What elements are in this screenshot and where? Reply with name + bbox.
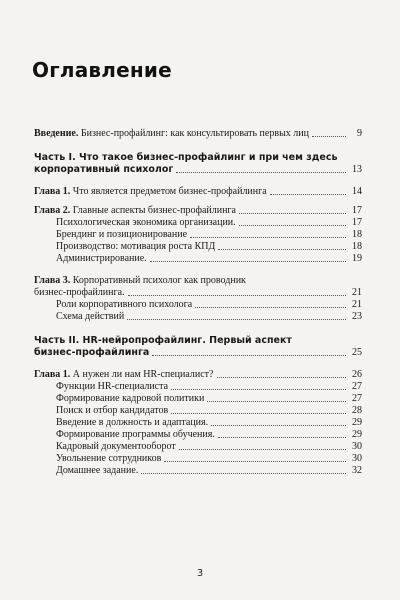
entry-text: Домашнее задание. <box>56 465 139 476</box>
dot-leader <box>217 377 347 378</box>
toc-entry-chapter-2 <box>34 205 362 217</box>
dot-leader <box>211 425 346 426</box>
toc-entry-part2-chapter-1 <box>34 369 362 381</box>
entry-page: 27 <box>352 381 362 392</box>
entry-text: Главные аспекты бизнес-профайлинга <box>72 205 236 216</box>
entry-page: 23 <box>352 311 362 322</box>
toc-subentry <box>34 465 362 477</box>
entry-text: Увольнение сотрудников <box>56 453 162 464</box>
part-title-line-2: корпоративный психолог <box>34 164 174 175</box>
entry-lead: Глава 1. <box>34 186 71 197</box>
entry-page: 18 <box>352 229 362 240</box>
dot-leader <box>207 401 346 402</box>
entry-lead: Введение. <box>34 128 79 139</box>
toc-subentry <box>34 429 362 441</box>
entry-text: Формирование программы обучения. <box>56 429 215 440</box>
dot-leader <box>176 172 346 173</box>
entry-text: Схема действий <box>56 311 125 322</box>
toc-subentry <box>34 405 362 417</box>
entry-page: 32 <box>352 465 362 476</box>
entry-lead: Глава 2. <box>34 205 71 216</box>
entry-text: Администрирование. <box>56 253 147 264</box>
entry-text: Психологическая экономика организации. <box>56 217 236 228</box>
toc-subentry <box>34 229 362 241</box>
entry-page: 18 <box>352 241 362 252</box>
dot-leader <box>190 237 346 238</box>
dot-leader <box>239 225 346 226</box>
entry-page: 30 <box>352 441 362 452</box>
entry-text: Роли корпоративного психолога <box>56 299 193 310</box>
dot-leader <box>150 261 346 262</box>
entry-lead: Глава 1. <box>34 369 71 380</box>
entry-page: 25 <box>352 347 362 358</box>
toc-subentry <box>34 217 362 229</box>
entry-text: Производство: мотивация роста КПД <box>56 241 216 252</box>
table-of-contents <box>34 128 362 477</box>
entry-page: 19 <box>352 253 362 264</box>
entry-page: 27 <box>352 393 362 404</box>
dot-leader <box>171 389 346 390</box>
entry-lead: Глава 3. <box>34 275 71 286</box>
dot-leader <box>127 319 346 320</box>
entry-text: Формирование кадровой политики <box>56 393 205 404</box>
toc-subentry <box>34 241 362 253</box>
dot-leader <box>164 461 346 462</box>
entry-text: Функции HR-специалиста <box>56 381 169 392</box>
toc-part-1 <box>34 152 362 176</box>
toc-subentry <box>34 311 362 323</box>
toc-subentry <box>34 253 362 265</box>
dot-leader <box>239 213 346 214</box>
toc-subentry <box>34 299 362 311</box>
entry-text-continued: бизнес-профайлинга. <box>34 287 125 298</box>
dot-leader <box>171 413 346 414</box>
page-number: 3 <box>196 568 204 579</box>
entry-text: А нужен ли нам HR-специалист? <box>72 369 214 380</box>
entry-text: Кадровый документооборот <box>56 441 176 452</box>
entry-page: 9 <box>357 128 362 139</box>
entry-text: Корпоративный психолог как проводник <box>72 275 246 286</box>
page-title: Оглавление <box>32 58 172 82</box>
part-title-line-1: Часть II. HR-нейропрофайлинг. Первый аспект <box>34 335 292 346</box>
entry-text: Поиск и отбор кандидатов <box>56 405 169 416</box>
entry-page: 29 <box>352 417 362 428</box>
entry-text: Бизнес-профайлинг: как консультировать первых лиц <box>80 128 309 139</box>
dot-leader <box>179 449 346 450</box>
entry-page: 17 <box>352 217 362 228</box>
entry-page: 17 <box>352 205 362 216</box>
dot-leader <box>141 473 346 474</box>
dot-leader <box>195 307 346 308</box>
dot-leader <box>312 136 346 137</box>
dot-leader <box>218 437 346 438</box>
entry-text: Что является предметом бизнес-профайлинга <box>72 186 267 197</box>
entry-text: Введение в должность и адаптация. <box>56 417 209 428</box>
toc-subentry <box>34 453 362 465</box>
dot-leader <box>128 295 346 296</box>
entry-page: 30 <box>352 453 362 464</box>
toc-entry-chapter-1 <box>34 186 362 198</box>
entry-page: 28 <box>352 405 362 416</box>
toc-subentry <box>34 393 362 405</box>
toc-entry-chapter-3 <box>34 275 362 299</box>
toc-part-2 <box>34 335 362 359</box>
entry-page: 21 <box>352 287 362 298</box>
toc-entry-intro <box>34 128 362 140</box>
dot-leader <box>218 249 346 250</box>
entry-page: 26 <box>352 369 362 380</box>
part-title-line-2: бизнес-профайлинга <box>34 347 150 358</box>
part-title-line-1: Часть I. Что такое бизнес-профайлинг и при чем здесь <box>34 152 338 163</box>
toc-subentry <box>34 381 362 393</box>
entry-page: 29 <box>352 429 362 440</box>
entry-text: Брендинг и позиционирование <box>56 229 188 240</box>
dot-leader <box>152 355 346 356</box>
toc-subentry <box>34 441 362 453</box>
toc-subentry <box>34 417 362 429</box>
entry-page: 13 <box>352 164 362 175</box>
entry-page: 21 <box>352 299 362 310</box>
entry-page: 14 <box>352 186 362 197</box>
dot-leader <box>270 194 346 195</box>
